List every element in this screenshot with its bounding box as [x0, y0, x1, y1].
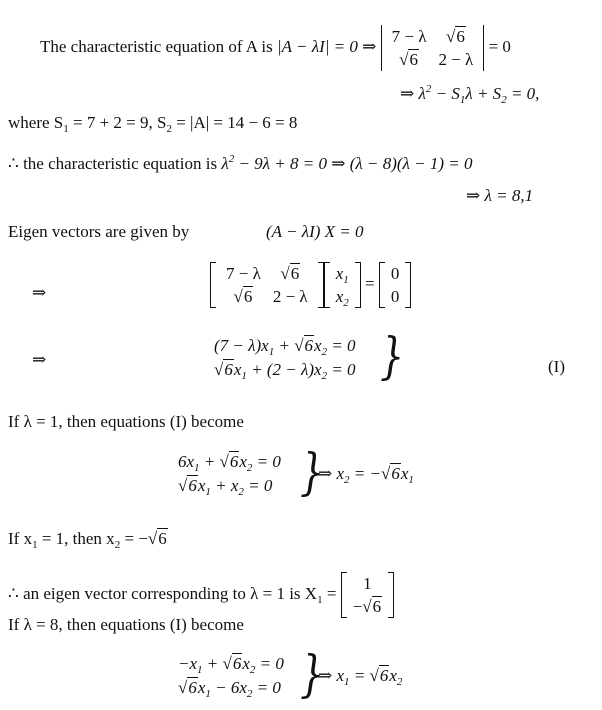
system-2-eq1: $6x_1 + √6x_2 = 0$: [178, 452, 281, 474]
eigenvector-1-line: ∴ an eigen vector corresponding to λ = 1 is $X_1 = 1$ −√6: [8, 572, 394, 618]
eigenvalues-line: ⇒ λ = 8,1: [466, 186, 534, 205]
system-lambda-1: [178, 443, 414, 501]
system-I: [214, 327, 405, 385]
system-lambda-8: [178, 645, 403, 703]
determinant: [381, 25, 485, 71]
det-r1c1: 7 − λ: [391, 27, 427, 46]
det-r2c1: √6: [399, 50, 418, 69]
unknown-vector: $x_1$ $x_2$: [324, 262, 361, 308]
eigenvector-def-eq: (A − λI) X = 0: [266, 222, 364, 241]
system-3-eq2: $√6x_1 - 6x_2 = 0$: [178, 678, 281, 700]
char-eq-line: [40, 25, 511, 71]
det-r2c2: 2 − λ: [438, 50, 474, 69]
char-eq-solved-line: ∴ the characteristic equation is $\lambda^2 - 9\lambda + 8 = 0$ ⇒ (λ − 8)(λ − 1) = 0: [8, 153, 473, 173]
system-3-result: ⇒ $x_1 = √6x_2$: [318, 666, 403, 688]
coefficients-line: where $S_1 = 7 + 2 = 9$, $S_2 = |A| = 14 - 6 = 8$: [8, 113, 298, 135]
char-poly-line: ⇒ $\lambda^2 - S_1\lambda + S_2 = 0$,: [400, 83, 540, 106]
implies-arrow-2: ⇒: [32, 350, 47, 369]
char-eq-text: The characteristic equation of A is: [40, 36, 273, 56]
char-eq-zero: = 0: [488, 36, 511, 56]
case-lambda-8-line: If λ = 8, then equations (I) become: [8, 615, 244, 634]
eigenvector-def-line: Eigen vectors are given by: [8, 222, 190, 241]
equation-label-I: (I): [548, 357, 565, 376]
det-r1c2: √6: [445, 27, 465, 46]
eigenvector-1: 1 −√6: [341, 572, 394, 618]
char-eq-expr: |A − λI| = 0 ⇒: [276, 36, 377, 56]
right-brace: }: [380, 327, 405, 385]
coefficient-matrix: 7 − λ √6 √6 2 − λ: [210, 262, 324, 308]
choose-x1-line: If $x_1 = 1$, then $x_2 = -√6$: [8, 529, 167, 551]
system-3-eq1: $-x_1 + √6x_2 = 0$: [178, 654, 284, 676]
system-2-eq2: $√6x_1 + x_2 = 0$: [178, 476, 273, 498]
system-I-eq2: $√6x_1 + (2 - \lambda)x_2 = 0$: [214, 360, 356, 382]
right-brace-3: }: [300, 645, 325, 703]
zero-vector: 0 0: [379, 262, 412, 308]
system-I-eq1: $(7 - \lambda)x_1 + √6x_2 = 0$: [214, 336, 356, 358]
right-brace-2: }: [300, 443, 325, 501]
implies-arrow: ⇒: [32, 283, 47, 302]
system-2-result: ⇒ $x_2 = -√6x_1$: [318, 464, 414, 486]
case-lambda-1-line: If λ = 1, then equations (I) become: [8, 412, 244, 431]
matrix-equation: 7 − λ √6 √6 $2 - \lambda x_1$ $x_2 = 0$ 0: [210, 262, 411, 308]
